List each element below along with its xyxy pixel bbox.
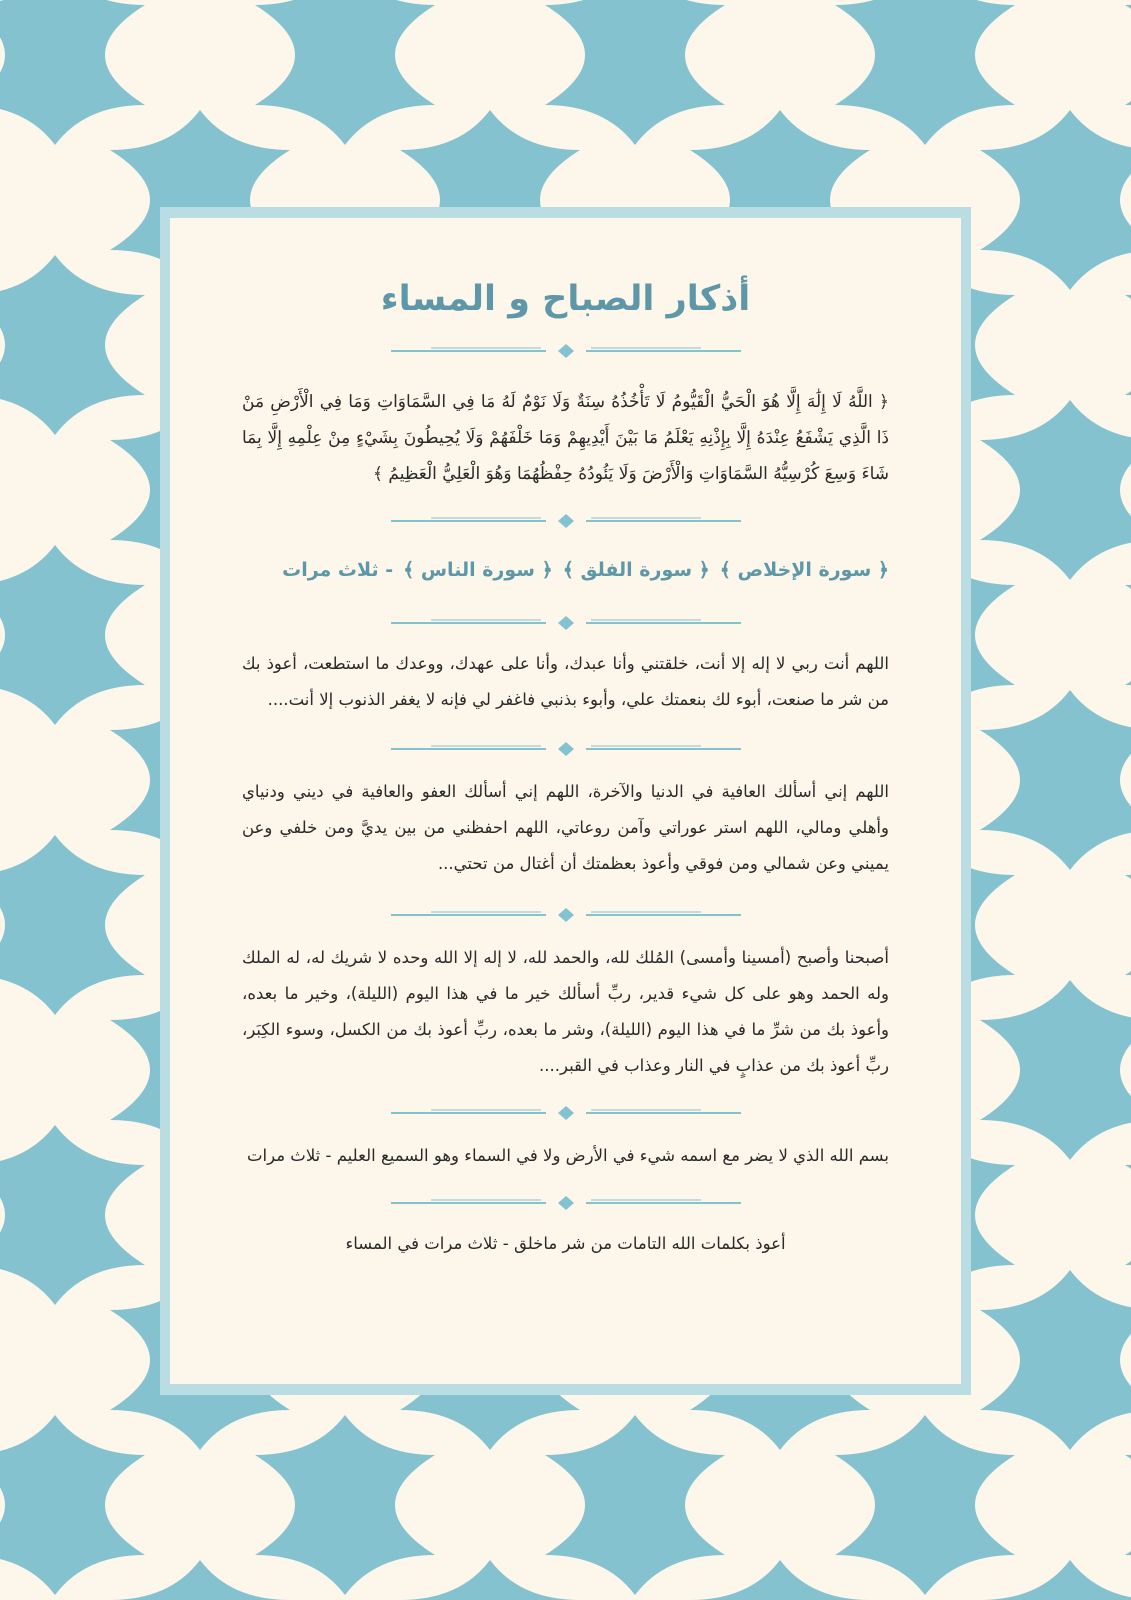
- ornament-divider: [391, 616, 741, 630]
- ornament-divider: [391, 908, 741, 922]
- dhikr-asbahna: أصبحنا وأصبح (أمسينا وأمسى) المُلك لله، والحمد لله، لا إله إلا الله وحده لا شريك له، له الملك وله الحمد وهو على كل شيء قدير، ربِّ أسألك خير ما في هذا اليوم (الليلة)، وخير ما بعده، وأعوذ بك من شرِّ ما في هذا اليوم (الليلة)، وشر ما بعده، ربِّ أعوذ بك من الكسل، وسوء الكِبَر، ربِّ أعوذ بك من عذابٍ في النار وعذاب في القبر....: [242, 948, 889, 1075]
- content-frame: [160, 207, 971, 1395]
- dhikr-afiyah: اللهم إني أسألك العافية في الدنيا والآخرة، اللهم إني أسألك العفو والعافية في ديني ودنياي وأهلي ومالي، اللهم استر عوراتي وآمن روعاتي، اللهم احفظني من بين يديَّ ومن خلفي وعن يميني وعن شمالي ومن فوقي وأعوذ بعظمتك أن أغتال من تحتي...: [242, 782, 889, 873]
- page-title: أذكار الصباح و المساء: [380, 279, 751, 319]
- ornament-divider: [391, 1196, 741, 1210]
- ornament-divider: [391, 742, 741, 756]
- content-panel: [170, 218, 961, 1384]
- ornament-divider: [391, 344, 741, 358]
- dhikr-sayyid-al-istighfar: اللهم أنت ربي لا إله إلا أنت، خلقتني وأنا عبدك، وأنا على عهدك، ووعدك ما استطعت، أعوذ بك من شر ما صنعت، أبوء لك بنعمتك علي، وأبوء بذنبي فاغفر لي فإنه لا يغفر الذنوب إلا أنت....: [242, 654, 889, 709]
- ornament-divider: [391, 514, 741, 528]
- surah-falaq: ﴿ سورة الفلق ﴾: [562, 559, 710, 581]
- dhikr-kalimat-tammat: أعوذ بكلمات الله التامات من شر ماخلق - ثلاث مرات في المساء: [345, 1234, 786, 1253]
- surah-ikhlas: ﴿ سورة الإخلاص ﴾: [719, 559, 889, 581]
- surahs-line: [242, 550, 889, 590]
- repeat-count: - ثلاث مرات: [282, 559, 394, 581]
- dhikr-bismillah: بسم الله الذي لا يضر مع اسمه شيء في الأرض ولا في السماء وهو السميع العليم - ثلاث مرات: [246, 1146, 889, 1165]
- surah-nas: ﴿ سورة الناس ﴾: [403, 559, 553, 581]
- ayat-al-kursi: ﴿ اللَّهُ لَا إِلَٰهَ إِلَّا هُوَ الْحَيُّ الْقَيُّومُ لَا تَأْخُذُهُ سِنَةٌ وَلَا نَوْمٌ لَهُ مَا فِي السَّمَاوَاتِ وَمَا فِي الْأَرْضِ مَنْ ذَا الَّذِي يَشْفَعُ عِنْدَهُ إِلَّا بِإِذْنِهِ يَعْلَمُ مَا بَيْنَ أَيْدِيهِمْ وَمَا خَلْفَهُمْ وَلَا يُحِيطُونَ بِشَيْءٍ مِنْ عِلْمِهِ إِلَّا بِمَا شَاءَ وَسِعَ كُرْسِيُّهُ السَّمَاوَاتِ وَالْأَرْضَ وَلَا يَئُودُهُ حِفْظُهُمَا وَهُوَ الْعَلِيُّ الْعَظِيمُ ﴾: [242, 392, 889, 484]
- ornament-divider: [391, 1106, 741, 1120]
